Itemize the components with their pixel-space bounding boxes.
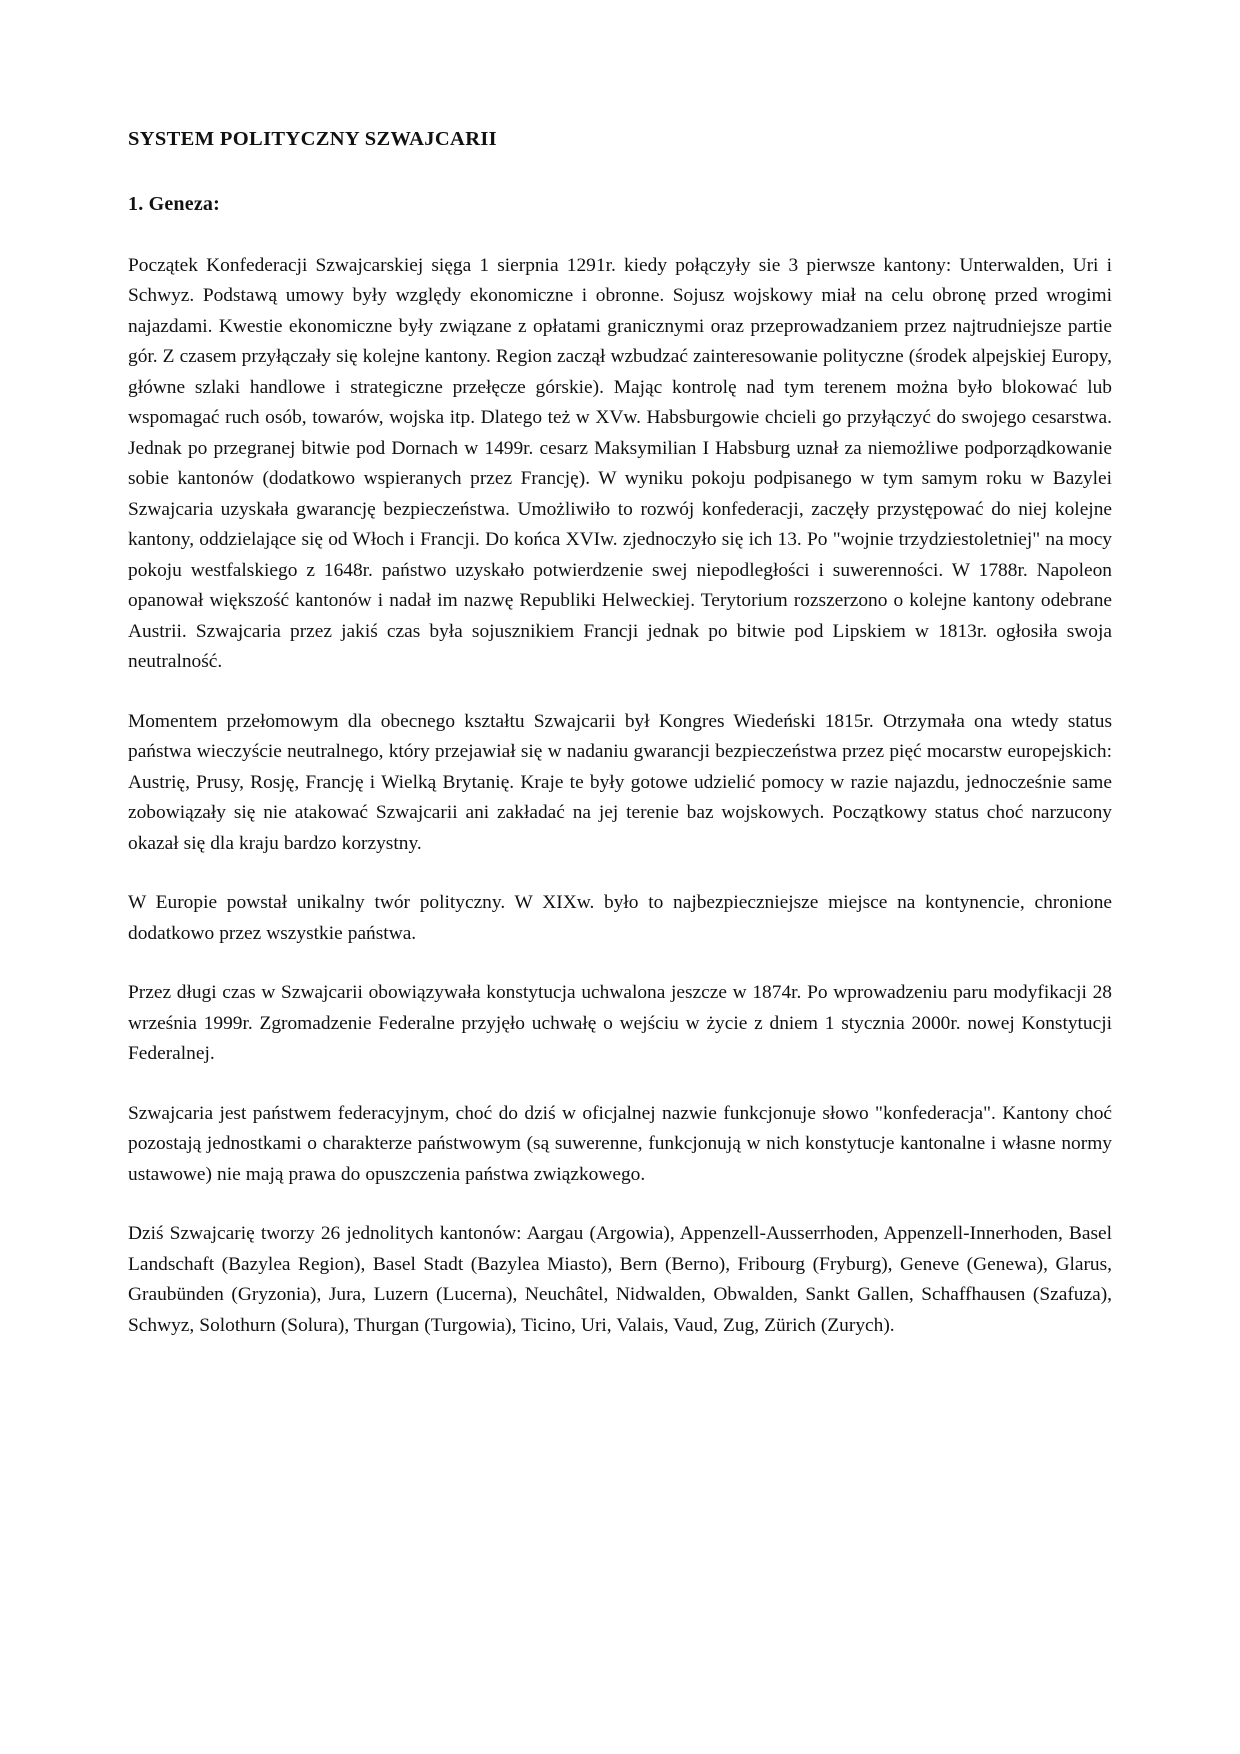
paragraph: Szwajcaria jest państwem federacyjnym, choć do dziś w oficjalnej nazwie funkcjonuje słowo "konfederacja". Kantony choć pozostają jednostkami o charakterze państwowym (są suwerenne, funkcjonują w nich konstytucje kantonalne i własne normy ustawowe) nie mają prawa do opuszczenia państwa związkowego. — [128, 1102, 1112, 1185]
document-body — [128, 251, 1112, 1342]
section-heading-geneza: 1. Geneza: — [128, 192, 220, 215]
paragraph: W Europie powstał unikalny twór polityczny. W XIXw. było to najbezpieczniejsze miejsce na kontynencie, chronione dodatkowo przez wszystkie państwa. — [128, 892, 1112, 944]
paragraph: Początek Konfederacji Szwajcarskiej sięga 1 sierpnia 1291r. kiedy połączyły sie 3 pierwsze kantony: Unterwalden, Uri i Schwyz. Podstawą umowy były względy ekonomiczne i obronne. Sojusz wojskowy miał na celu obronę przed wrogimi najazdami. Kwestie ekonomiczne były związane z opłatami granicznymi oraz przeprowadzaniem przez najtrudniejsze partie gór. Z czasem przyłączały się kolejne kantony. Region zaczął wzbudzać zainteresowanie polityczne (środek alpejskiej Europy, główne szlaki handlowe i strategiczne przełęcze górskie). Mając kontrolę nad tym terenem można było blokować lub wspomagać ruch osób, towarów, wojska itp. Dlatego też w XVw. Habsburgowie chcieli go przyłączyć do swojego cesarstwa. Jednak po przegranej bitwie pod Dornach w 1499r. cesarz Maksymilian I Habsburg uznał za niemożliwe podporządkowanie sobie kantonów (dodatkowo wspieranych przez Francję). W wyniku pokoju podpisanego w tym samym roku w Bazylei Szwajcaria uzyskała gwarancję bezpieczeństwa. Umożliwiło to rozwój konfederacji, zaczęły przystępować do niej kolejne kantony, oddzielające się od Włoch i Francji. Do końca XVIw. zjednoczyło się ich 13. Po "wojnie trzydziestoletniej" na mocy pokoju westfalskiego z 1648r. państwo uzyskało potwierdzenie swej niepodległości i suwerenności. W 1788r. Napoleon opanował większość kantonów i nadał im nazwę Republiki Helweckiej. Terytorium rozszerzono o kolejne kantony odebrane Austrii. Szwajcaria przez jakiś czas była sojusznikiem Francji jednak po bitwie pod Lipskiem w 1813r. ogłosiła swoja neutralność. — [128, 254, 1112, 673]
paragraph: Momentem przełomowym dla obecnego kształtu Szwajcarii był Kongres Wiedeński 1815r. Otrzymała ona wtedy status państwa wieczyście neutralnego, który przejawiał się w nadaniu gwarancji bezpieczeństwa przez pięć mocarstw europejskich: Austrię, Prusy, Rosję, Francję i Wielką Brytanię. Kraje te były gotowe udzielić pomocy w razie najazdu, jednocześnie same zobowiązały się nie atakować Szwajcarii ani zakładać na jej terenie baz wojskowych. Początkowy status choć narzucony okazał się dla kraju bardzo korzystny. — [128, 710, 1112, 854]
paragraph: Dziś Szwajcarię tworzy 26 jednolitych kantonów: Aargau (Argowia), Appenzell-Ausserrhoden, Appenzell-Innerhoden, Basel Landschaft (Bazylea Region), Basel Stadt (Bazylea Miasto), Bern (Berno), Fribourg (Fryburg), Geneve (Genewa), Glarus, Graubünden (Gryzonia), Jura, Luzern (Lucerna), Neuchâtel, Nidwalden, Obwalden, Sankt Gallen, Schaffhausen (Szafuza), Schwyz, Solothurn (Solura), Thurgan (Turgowia), Ticino, Uri, Valais, Vaud, Zug, Zürich (Zurych). — [128, 1223, 1112, 1336]
page-title: SYSTEM POLITYCZNY SZWAJCARII — [128, 128, 498, 150]
paragraph: Przez długi czas w Szwajcarii obowiązywała konstytucja uchwalona jeszcze w 1874r. Po wprowadzeniu paru modyfikacji 28 września 1999r. Zgromadzenie Federalne przyjęło uchwałę o wejściu w życie z dniem 1 stycznia 2000r. nowej Konstytucji Federalnej. — [128, 982, 1112, 1065]
